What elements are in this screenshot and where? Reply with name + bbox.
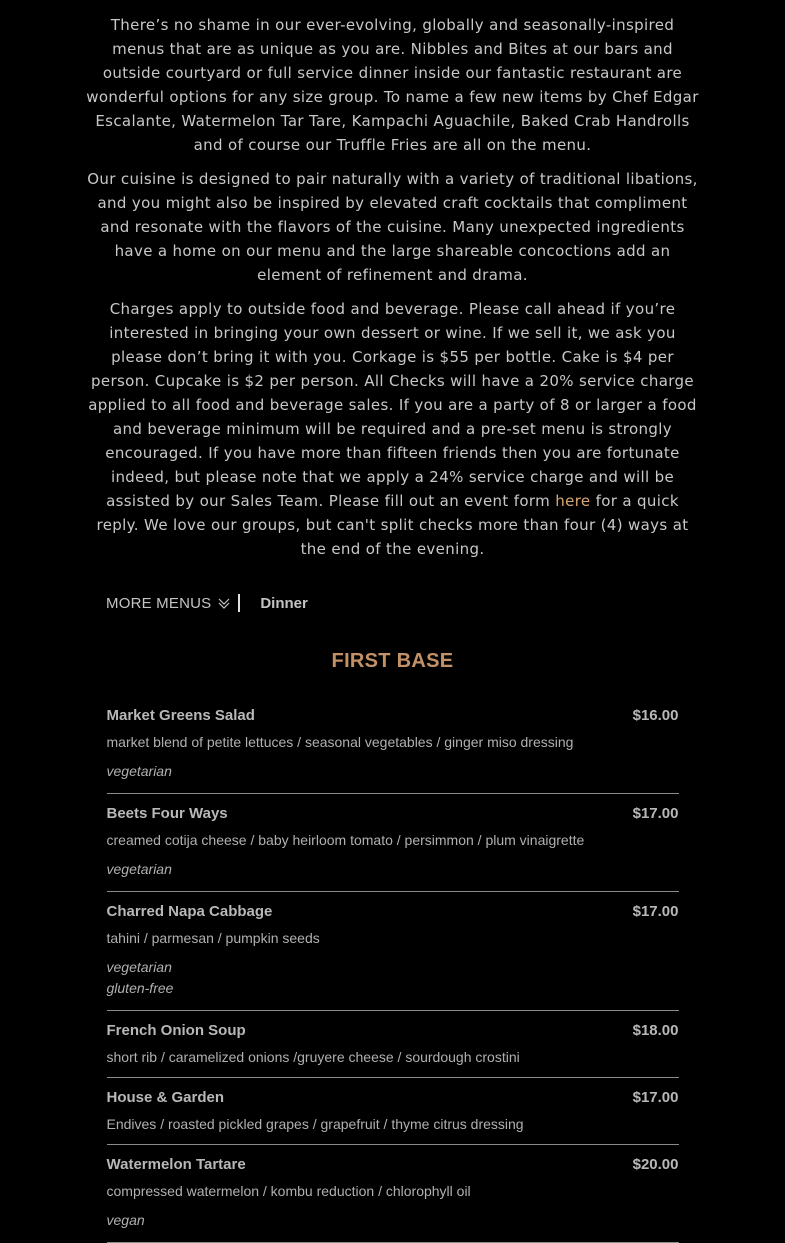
- intro-section: [83, 0, 703, 561]
- intro-paragraph-2: Our cuisine is designed to pair naturally with a variety of traditional libations, and you might also be inspired by elevated craft cocktails that compliment and resonate with the flavors of the cuisine. Many unexpected ingredients have a home on our menu and the large shareable concoctions add an element of refinement and drama.: [87, 170, 698, 284]
- menu-item-price: $17.00: [632, 805, 679, 822]
- menu-divider: [238, 594, 240, 612]
- menu-item: [107, 696, 679, 794]
- intro-paragraph-3-text: Charges apply to outside food and beverage. Please call ahead if you’re interested in bringing your own dessert or wine. If we sell it, we ask you please don’t bring it with you. Corkage is $55 per bottle. Cake is $4 per person. Cupcake is $2 per person. All Checks will have a 20% service charge applied to all food and beverage sales. If you are a party of 8 or larger a food and beverage minimum will be required and a pre-set menu is strongly encouraged. If you have more than fifteen friends then you are fortunate indeed, but please note that we apply a 24% service charge and will be assisted by our Sales Team. Please fill out an event form: [88, 300, 697, 510]
- dietary-tag: vegetarian: [106, 861, 172, 877]
- menu-item: [107, 892, 679, 1011]
- intro-paragraph-3: [83, 297, 703, 561]
- menu-item-tags: [107, 1210, 679, 1231]
- menu-item-description: tahini / parmesan / pumpkin seeds: [106, 930, 320, 946]
- menu-item-price: $20.00: [632, 1156, 679, 1173]
- menu-item-price: $18.00: [632, 1022, 679, 1039]
- menu-item-header: [107, 805, 679, 822]
- menu-item-description: creamed cotija cheese / baby heirloom tomato / persimmon / plum vinaigrette: [106, 832, 585, 848]
- menu-item-name: Watermelon Tartare: [106, 1156, 246, 1173]
- menu-item-tags: [107, 859, 679, 880]
- menu-item-description: Endives / roasted pickled grapes / grapefruit / thyme citrus dressing: [106, 1116, 524, 1132]
- menu-selector-bar: [106, 593, 785, 613]
- dietary-tag: vegetarian: [106, 763, 172, 779]
- menu-item: [107, 1078, 679, 1145]
- chevron-down-icon: [218, 597, 230, 609]
- intro-paragraph-1: There’s no shame in our ever-evolving, globally and seasonally-inspired menus that are as unique as you are. Nibbles and Bites at our bars and outside courtyard or full service dinner inside our fantastic restaurant are wonderful options for any size group. To name a few new items by Chef Edgar Escalante, Watermelon Tar Tare, Kampachi Aguachile, Baked Crab Handrolls and of course our Truffle Fries are all on the menu.: [86, 16, 699, 154]
- menu-item-name: French Onion Soup: [106, 1022, 246, 1039]
- menu-item-name: Charred Napa Cabbage: [106, 903, 273, 920]
- menu-item-name: Market Greens Salad: [106, 707, 255, 724]
- dietary-tag: vegan: [106, 1212, 145, 1228]
- menu-items-list: [107, 696, 679, 1243]
- dietary-tag: gluten-free: [106, 980, 174, 996]
- more-menus-dropdown[interactable]: [106, 595, 230, 612]
- menu-item-description: compressed watermelon / kombu reduction / chlorophyll oil: [106, 1183, 471, 1199]
- menu-item-header: [107, 903, 679, 920]
- menu-item-header: [107, 1022, 679, 1039]
- current-menu-label[interactable]: Dinner: [260, 594, 308, 612]
- menu-item: [107, 794, 679, 892]
- menu-item: [107, 1011, 679, 1078]
- menu-item-price: $17.00: [632, 1089, 679, 1106]
- more-menus-label: MORE MENUS: [106, 594, 212, 612]
- section-title: FIRST BASE: [331, 650, 454, 672]
- menu-item-header: [107, 707, 679, 724]
- menu-item-name: Beets Four Ways: [106, 805, 228, 822]
- event-form-link[interactable]: here: [555, 492, 591, 510]
- menu-item-header: [107, 1089, 679, 1106]
- menu-item-name: House & Garden: [106, 1089, 225, 1106]
- menu-item-tags: [107, 957, 679, 999]
- menu-item-description: short rib / caramelized onions /gruyere cheese / sourdough crostini: [106, 1049, 520, 1065]
- menu-item-price: $16.00: [632, 707, 679, 724]
- dietary-tag: vegetarian: [106, 959, 172, 975]
- menu-item-price: $17.00: [632, 903, 679, 920]
- menu-item: [107, 1145, 679, 1243]
- menu-item-description: market blend of petite lettuces / seasonal vegetables / ginger miso dressing: [106, 734, 574, 750]
- intro-paragraph-3-text-end: for a quick reply. We love our groups, but can't split checks more than four (4) ways at the end of the evening.: [96, 492, 689, 558]
- menu-item-header: [107, 1156, 679, 1173]
- menu-item-tags: [107, 761, 679, 782]
